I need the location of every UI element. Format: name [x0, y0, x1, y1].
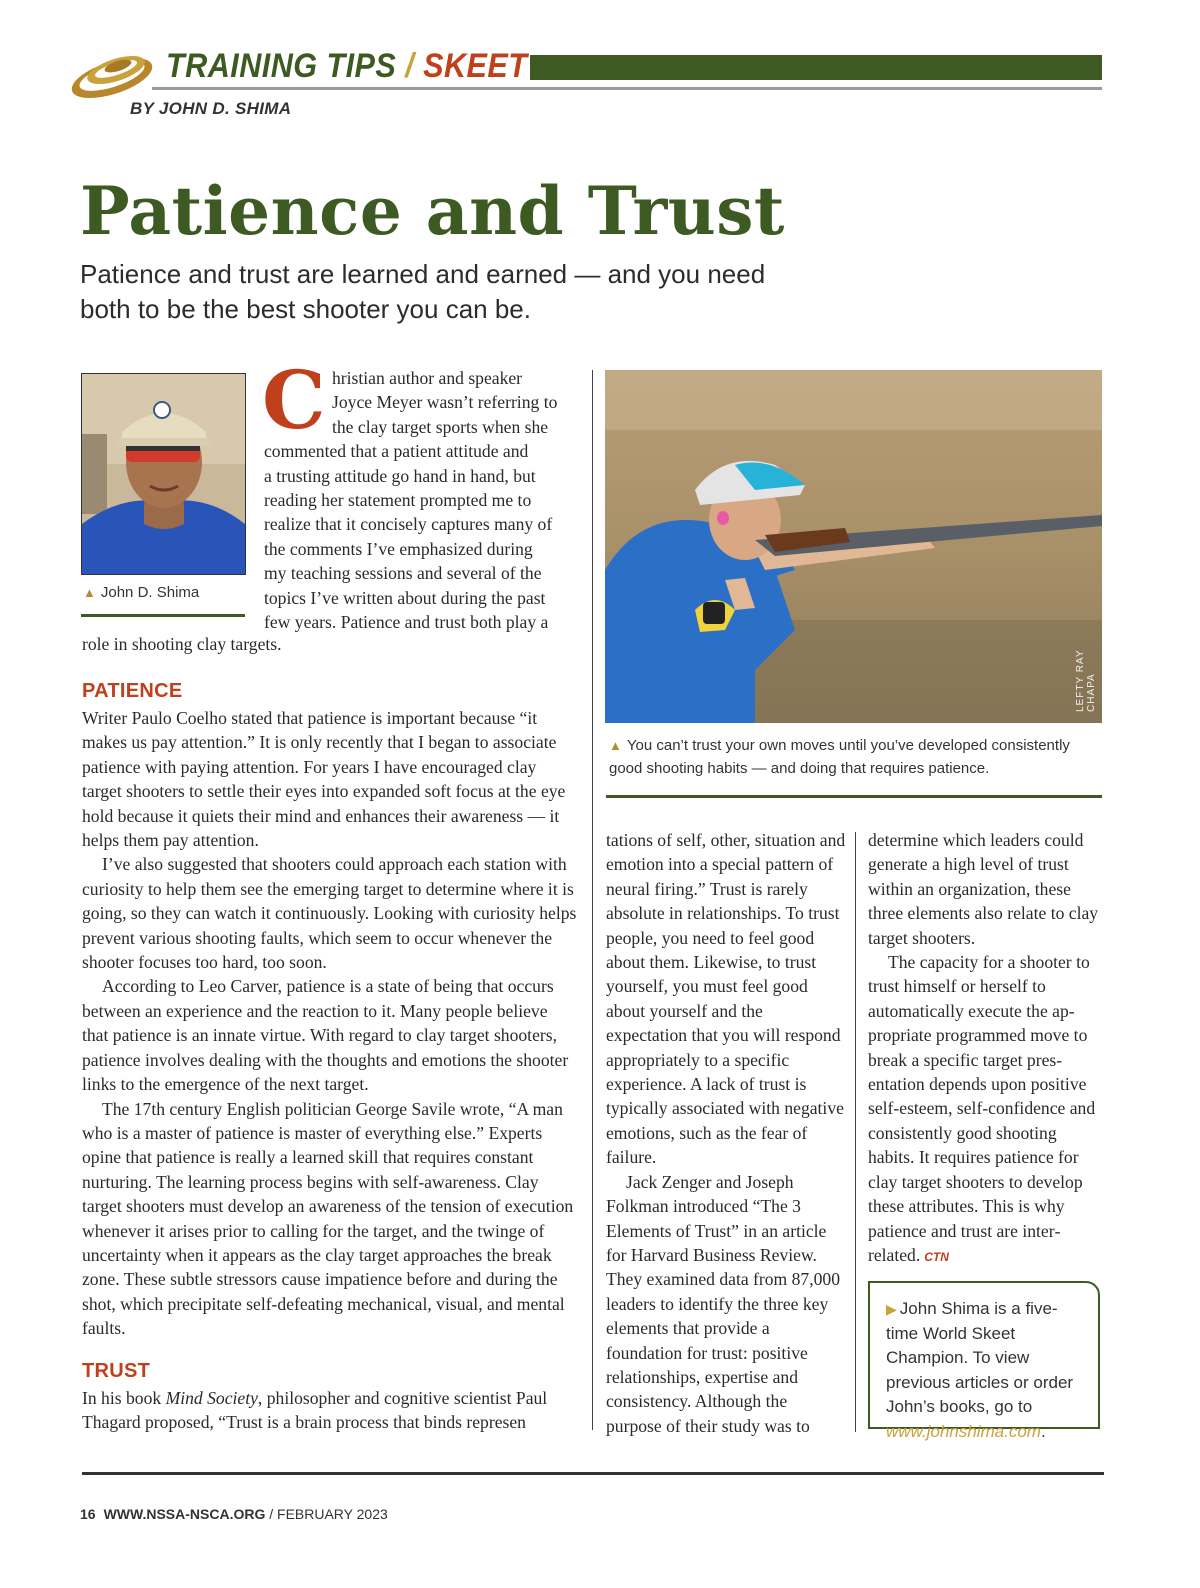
clay-target-logo-icon [66, 40, 158, 102]
author-caption [83, 584, 199, 601]
column-two [606, 828, 846, 1438]
section-sub: SKEET [423, 47, 528, 85]
body-paragraph [82, 1386, 578, 1435]
body-paragraph: The 17th century English politician George Savile wrote, “A man who is a master of patience is master of everything else.” Experts opine that patience is really a learned skill that requires constant nurturing. The learning process begins with self-awareness. Clay target shooters must develop an awareness of the tension of execution whenever it arises prior to calling for the target, and the twinge of uncertainty when it appears as the clay target approaches the break zone. These subtle stressors cause impatience before and during the shot, which precipitate self-defeating mechanical, visual, and mental faults. [82, 1098, 574, 1339]
byline: BY JOHN D. SHIMA [130, 99, 292, 118]
footer [80, 1506, 388, 1522]
intro-line: Joyce Meyer wasn’t referring to [332, 392, 558, 413]
book-title: Mind Society [165, 1388, 258, 1408]
intro-line: the comments I’ve emphasized during [264, 538, 533, 559]
trust-heading: TRUST [82, 1360, 151, 1382]
header-bar [530, 55, 1102, 80]
author-caption-text: John D. Shima [100, 584, 200, 601]
intro-line: realize that it concisely captures many of [264, 514, 553, 535]
column-divider [855, 832, 856, 1432]
author-photo [81, 373, 246, 575]
bio-text: John Shima is a five-time World Skeet Champion. To view previous articles or order John’s books, go to [886, 1299, 1074, 1416]
column-three [868, 828, 1104, 1269]
intro-line: hristian author and speaker [332, 368, 523, 388]
intro-line: topics I’ve written about during the past [264, 587, 546, 608]
article-title: Patience and Trust [80, 172, 785, 250]
footer-separator: / [265, 1506, 278, 1522]
photo-credit: LEFTY RAY CHAPA [1075, 649, 1097, 712]
intro-paragraph [264, 366, 574, 634]
page-number: 16 [80, 1506, 96, 1522]
trust-intro-post: , philosopher and cognitive scientist Paul Thagard proposed, “Trust is a brain process that binds represen [82, 1388, 548, 1433]
section-label: TRAINING TIPS [166, 47, 397, 85]
feature-caption-text: You can’t trust your own moves until you’ve developed consistently good shooting habits — and doing that requires patience. [609, 737, 1070, 777]
intro-line: reading her statement prompted me to [264, 490, 532, 511]
footer-rule [82, 1472, 1104, 1475]
patience-column [82, 706, 578, 1341]
footer-url[interactable]: WWW.NSSA-NSCA.ORG [103, 1506, 266, 1522]
body-paragraph: determine which leaders could generate a high level of trust within an organization, these three elements also relate to clay target shooters. [868, 830, 1099, 948]
bio-link-end: . [1040, 1421, 1046, 1441]
drop-cap: C [262, 353, 326, 447]
patience-heading: PATIENCE [82, 680, 183, 702]
author-bio-box [868, 1281, 1100, 1441]
triangle-icon: ▲ [83, 585, 96, 600]
closing-text: The capacity for a shooter to trust himself or herself to automatically execute the appropriate programmed move to break a specific target presentation depends upon positive self-esteem, self-confidence and consistently good shooting habits. It requires patience for clay target shooters to develop these attributes. This is why patience and trust are interrelated. [868, 952, 1096, 1265]
intro-line: few years. Patience and trust both play a [264, 612, 549, 633]
intro-line: commented that a patient attitude and [264, 441, 529, 462]
body-paragraph: tations of self, other, situation and emotion into a special pattern of neural firing.” Trust is rarely absolute in relationships. To trust people, you need to feel good about them. Likewise, to trust yourself, you must feel good about yourself and the expectation that you will respond appropriately to a specific experience. A lack of trust is typically associated with negative emotions, such as the fear of failure. [606, 830, 846, 1168]
trust-column [82, 1386, 578, 1435]
arrow-right-icon: ▶ [886, 1301, 897, 1317]
feature-photo [605, 370, 1102, 723]
bio-link[interactable]: www.johnshima.com [886, 1421, 1041, 1441]
section-separator: / [405, 47, 415, 85]
body-paragraph [868, 950, 1104, 1269]
end-mark-icon: CTN [924, 1249, 949, 1264]
header-rule [152, 87, 1102, 90]
triangle-icon: ▲ [609, 738, 622, 753]
body-paragraph: According to Leo Carver, patience is a state of being that occurs between an experience and the reaction to it. Many people believe that patience is an innate virtue. With regard to clay target shooters, patience involves dealing with the thoughts and emotions the shooter links to the emergence of the next target. [82, 976, 569, 1095]
article-dek: Patience and trust are learned and earned — and you need both to be the best shooter you can be. [80, 259, 766, 324]
footer-issue: FEBRUARY 2023 [277, 1506, 388, 1522]
intro-line: a trusting attitude go hand in hand, but [264, 465, 536, 486]
feature-caption [609, 734, 1099, 780]
author-rule [81, 614, 245, 617]
body-paragraph: I’ve also suggested that shooters could approach each station with curiosity to help them see the emerging target to determine where it is going, so they can watch it continuously. Looking with curiosity helps prevent various shooting faults, which seem to occur whenever the shooter focuses too hard, too soon. [82, 854, 577, 973]
column-divider [592, 370, 593, 1430]
body-paragraph: Jack Zenger and Joseph Folkman introduced “The 3 Elements of Trust” in an article for Harvard Business Review. They examined data from 87,000 leaders to identify the three key elements that provide a foundation for trust: positive relationships, expertise and consistency. Although the purpose of their study was to [606, 1171, 841, 1436]
feature-rule [606, 795, 1102, 798]
body-paragraph: Writer Paulo Coelho stated that patience is important because “it makes us pay attention.” It is only recently that I began to associate patience with paying attention. For years I have encouraged clay target shooters to settle their eyes into expanded soft focus at the eye hold because it quiets their mind and enhances their awareness — it helps them pay attention. [82, 708, 566, 851]
intro-line: my teaching sessions and several of the [264, 563, 542, 584]
section-title [166, 46, 527, 86]
intro-line: the clay target sports when she [332, 416, 549, 437]
intro-end: role in shooting clay targets. [82, 634, 282, 654]
trust-intro-pre: In his book [82, 1388, 166, 1408]
